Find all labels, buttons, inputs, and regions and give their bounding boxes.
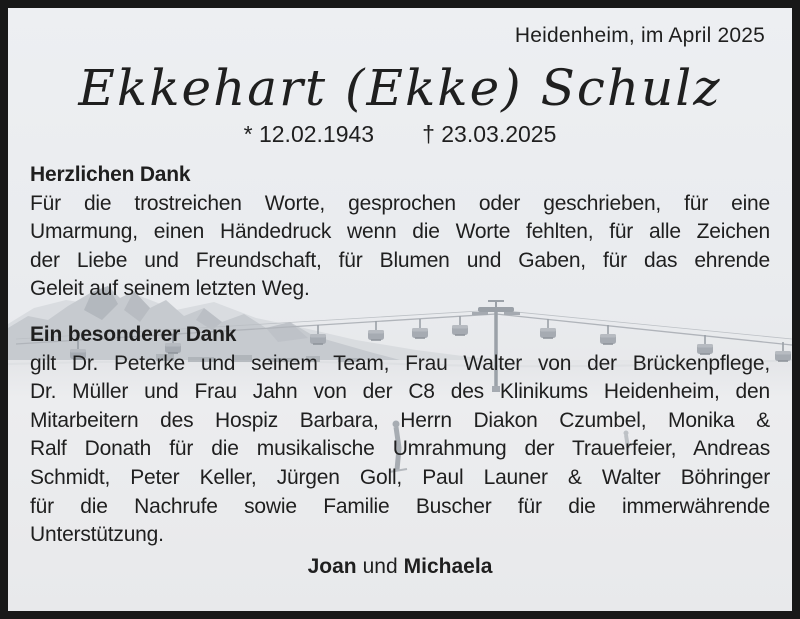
signature-connector: und <box>362 554 398 578</box>
mourner-name: Joan <box>307 554 357 578</box>
paragraph-line: für die Nachrufe sowie Familie Buscher für die immerwährende <box>30 494 770 518</box>
thanks-section <box>30 161 770 304</box>
paragraph-line: Dr. Müller und Frau Jahn von der C8 des Klinikums Heidenheim, den <box>30 380 770 404</box>
paragraph-line: gilt Dr. Peterke und seinem Team, Frau Walter von der Brückenpflege, <box>30 351 770 375</box>
notice-content <box>8 8 792 611</box>
paragraph-line: Schmidt, Peter Keller, Jürgen Goll, Paul Launer & Walter Böhringer <box>30 465 770 489</box>
life-dates <box>30 121 770 148</box>
deceased-name: Ekkehart (Ekke) Schulz <box>78 59 722 117</box>
mourners-signature <box>30 555 770 579</box>
mourner-name: Michaela <box>403 554 493 578</box>
paragraph-line: Ralf Donath für die musikalische Umrahmung der Trauerfeier, Andreas <box>30 437 770 461</box>
paragraph-line: der Liebe und Freundschaft, für Blumen und Gaben, für das ehrende <box>30 248 770 272</box>
birth-date: * 12.02.1943 <box>243 121 375 147</box>
paragraph-line: Mitarbeitern des Hospiz Barbara, Herrn Diakon Czumbel, Monika & <box>30 408 770 432</box>
section-paragraph <box>30 350 770 550</box>
section-paragraph <box>30 190 770 304</box>
paragraph-line: Geleit auf seinem letzten Weg. <box>30 277 310 301</box>
paragraph-line: Für die trostreichen Worte, gesprochen oder geschrieben, für eine <box>30 191 770 215</box>
section-heading: Herzlichen Dank <box>30 163 191 186</box>
death-date: † 23.03.2025 <box>422 121 557 147</box>
dateline: Heidenheim, im April 2025 <box>514 24 765 47</box>
section-heading: Ein besonderer Dank <box>30 322 237 346</box>
paragraph-line: Umarmung, einen Händedruck wenn die Worte fehlten, für alle Zeichen <box>30 220 770 244</box>
paragraph-line: Unterstützung. <box>30 523 164 547</box>
special-thanks-section <box>30 321 770 550</box>
